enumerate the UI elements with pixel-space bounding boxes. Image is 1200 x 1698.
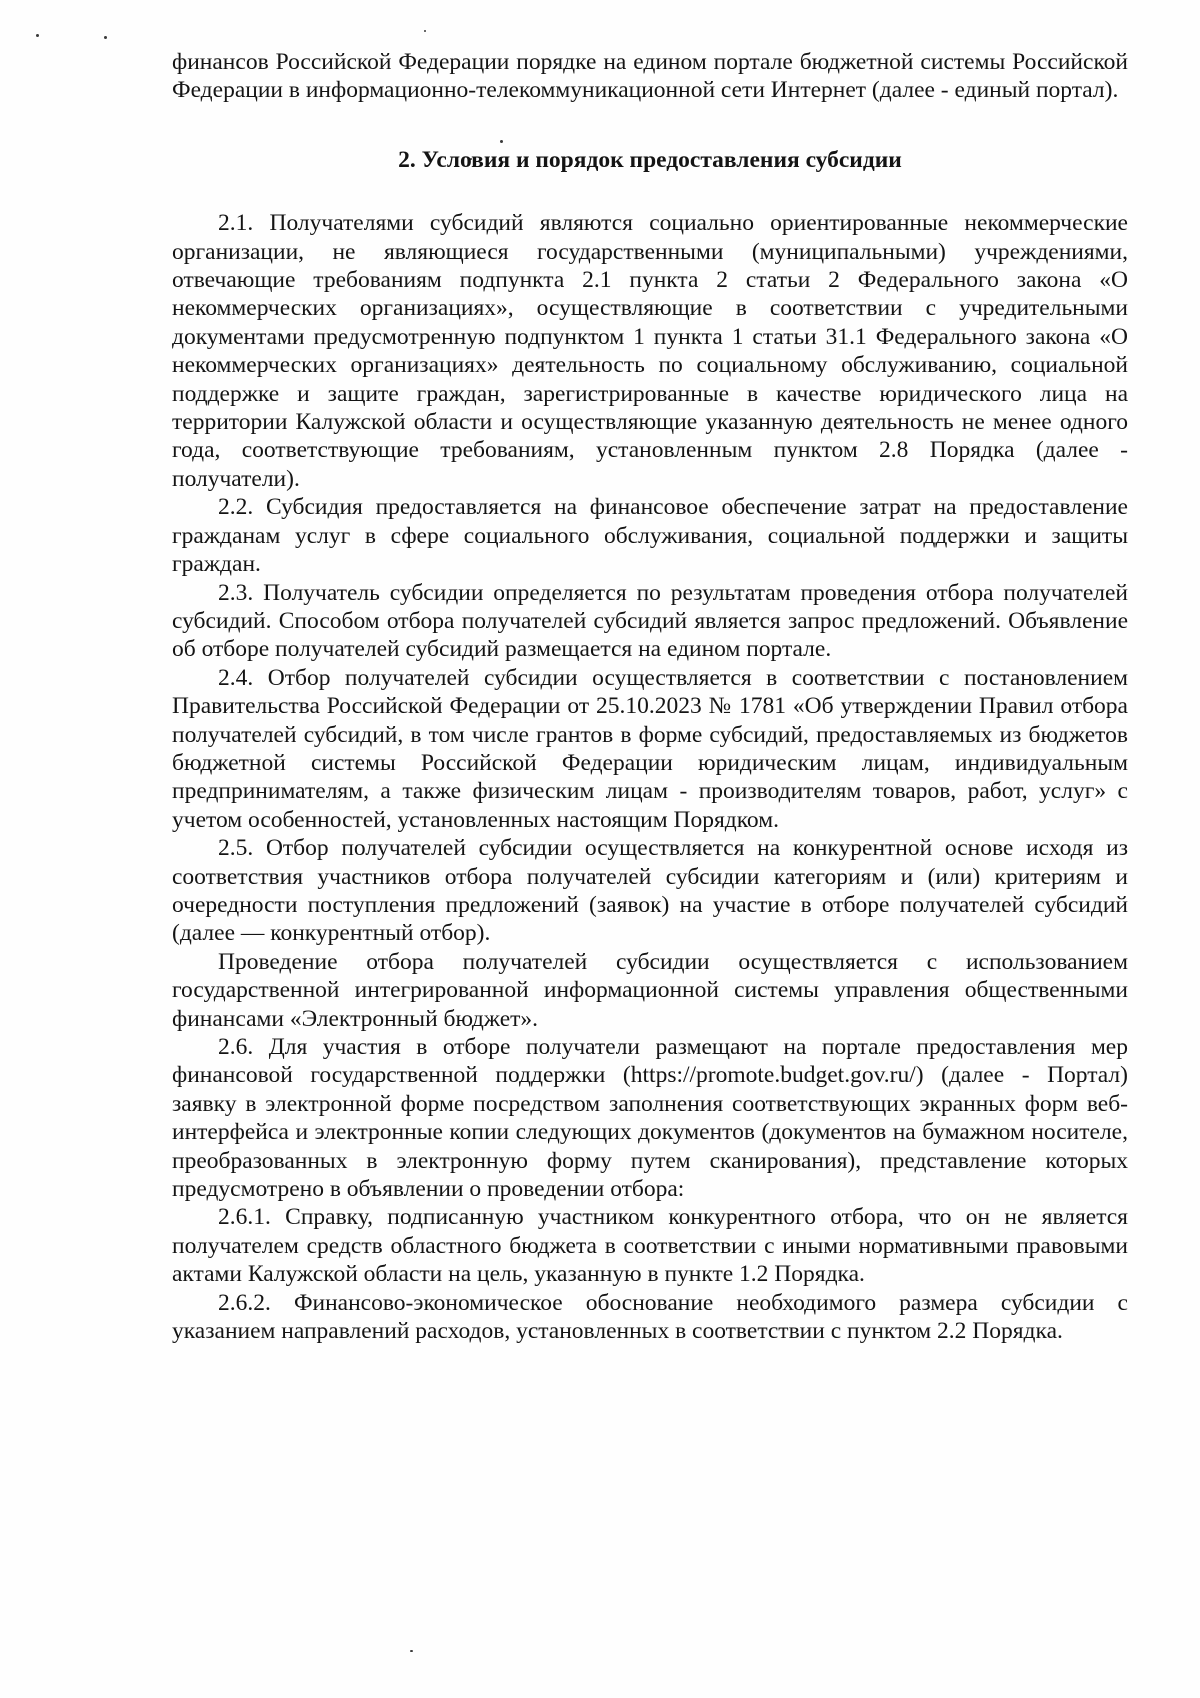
scan-speck <box>36 34 39 37</box>
paragraph-2-5: 2.5. Отбор получателей субсидии осуществляется на конкурентной основе исходя из соответствия участников отбора получателей субсидии категориям и (или) критериям и очередности поступления предложений (заявок) на участие в отборе получателей субсидий (далее — конкурентный отбор). <box>172 835 1128 947</box>
paragraph-2-6-2: 2.6.2. Финансово-экономическое обоснование необходимого размера субсидии с указанием направлений расходов, установленных в соответствии с пунктом 2.2 Порядка. <box>172 1289 1128 1345</box>
paragraph-2-4: 2.4. Отбор получателей субсидии осуществляется в соответствии с постановлением Правительства Российской Федерации от 25.10.2023 № 1781 «Об утверждении Правил отбора получателей субсидий, в том числе грантов в форме субсидий, предоставляемых из бюджетов бюджетной системы Российской Федерации юридическим лицам, индивидуальным предпринимателям, а также физическим лицам - производителям товаров, работ, услуг» с учетом особенностей, установленных настоящим Порядком. <box>172 664 1128 833</box>
paragraph-2-6-1: 2.6.1. Справку, подписанную участником конкурентного отбора, что он не является получателем средств областного бюджета в соответствии с иными нормативными правовыми актами Калужской области на цель, указанную в пункте 1.2 Порядка. <box>172 1204 1128 1288</box>
paragraph-2-2: 2.2. Субсидия предоставляется на финансовое обеспечение затрат на предоставление гражданам услуг в сфере социального обслуживания, социальной поддержки и защиты граждан. <box>172 494 1128 578</box>
paragraph-2-5-continued: Проведение отбора получателей субсидии осуществляется с использованием государственной интегрированной информационной системы управления общественными финансами «Электронный бюджет». <box>172 948 1128 1032</box>
section-heading: 2. Условия и порядок предоставления субсидии <box>398 146 902 173</box>
paragraph-2-1: 2.1. Получателями субсидий являются социально ориентированные некоммерческие организации, не являющиеся государственными (муниципальными) учреждениями, отвечающие требованиям подпункта 2.1 пункта 2 статьи 2 Федерального закона «О некоммерческих организациях», осуществляющие в соответствии с учредительными документами предусмотренную подпунктом 1 пункта 1 статьи 31.1 Федерального закона «О некоммерческих организациях» деятельность по социальному обслуживанию, социальной поддержке и защите граждан, зарегистрированные в качестве юридического лица на территории Калужской области и осуществляющие указанную деятельность не менее одного года, соответствующие требованиям, установленным пунктом 2.8 Порядка (далее - получатели). <box>172 210 1128 492</box>
scan-speck <box>410 1650 413 1652</box>
scan-speck <box>424 30 426 32</box>
document-body <box>172 48 1128 1345</box>
paragraph-2-6: 2.6. Для участия в отборе получатели размещают на портале предоставления мер финансовой государственной поддержки (https://promote.budget.gov.ru/) (далее - Портал) заявку в электронной форме посредством заполнения соответствующих экранных форм веб-интерфейса и электронные копии следующих документов (документов на бумажном носителе, преобразованных в электронную форму путем сканирования), представление которых предусмотрено в объявлении о проведении отбора: <box>172 1034 1128 1203</box>
continuation-paragraph: финансов Российской Федерации порядке на едином портале бюджетной системы Российской Федерации в информационно-телекоммуникационной сети Интернет (далее - единый портал). <box>172 49 1128 104</box>
scan-speck <box>104 36 107 39</box>
paragraph-2-3: 2.3. Получатель субсидии определяется по результатам проведения отбора получателей субсидий. Способом отбора получателей субсидий является запрос предложений. Объявление об отборе получателей субсидий размещается на едином портале. <box>172 579 1128 663</box>
